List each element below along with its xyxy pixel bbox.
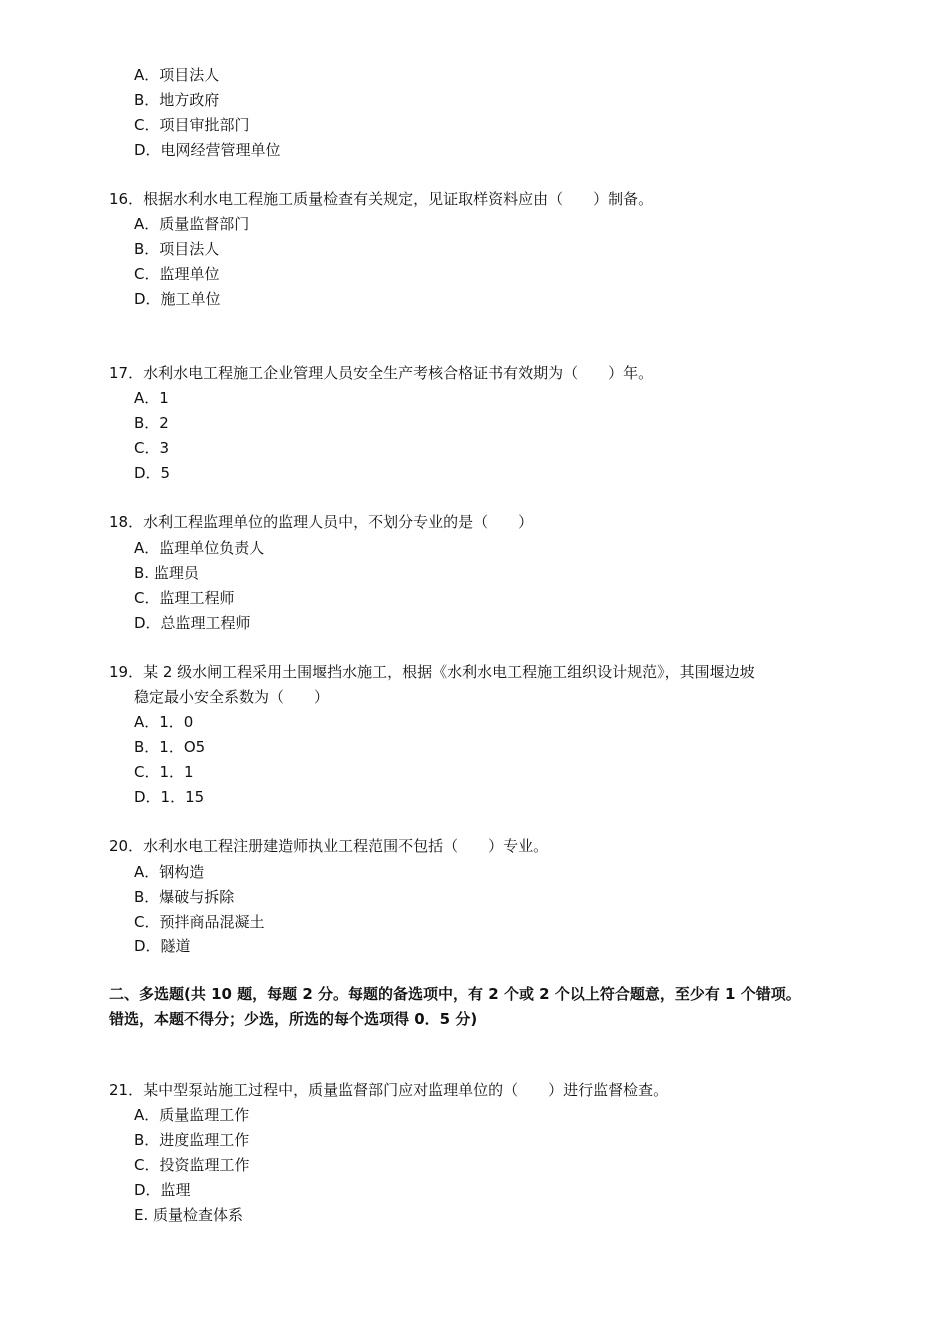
- q18-option-c: C．监理工程师: [134, 589, 235, 607]
- q17-option-d: D．5: [134, 464, 171, 482]
- q19-option-a: A．1．0: [134, 713, 194, 731]
- q17-option-b: B．2: [134, 414, 169, 432]
- section2-heading-line1: 二、多选题(共 10 题，每题 2 分。每题的备选项中，有 2 个或 2 个以上符合题意，至少有 1 个错项。: [109, 985, 801, 1003]
- q18-option-b: B. 监理员: [134, 564, 199, 582]
- q19-stem-line1: 19．某 2 级水闸工程采用土围堰挡水施工，根据《水利水电工程施工组织设计规范》，其围堰边坡: [109, 663, 755, 681]
- q16-option-b: B．项目法人: [134, 240, 220, 258]
- q16-option-d: D．施工单位: [134, 290, 221, 308]
- q19-option-c: C．1．1: [134, 763, 194, 781]
- q16-stem: 16．根据水利水电工程施工质量检查有关规定，见证取样资料应由（ ）制备。: [109, 190, 654, 208]
- q17-stem: 17．水利水电工程施工企业管理人员安全生产考核合格证书有效期为（ ）年。: [109, 364, 654, 382]
- q19-option-b: B．1．O5: [134, 738, 206, 756]
- q15-option-c: C．项目审批部门: [134, 116, 250, 134]
- q21-option-b: B．进度监理工作: [134, 1131, 250, 1149]
- q15-option-a: A．项目法人: [134, 66, 220, 84]
- q21-option-a: A．质量监理工作: [134, 1106, 250, 1124]
- q18-option-d: D．总监理工程师: [134, 614, 251, 632]
- q20-stem: 20．水利水电工程注册建造师执业工程范围不包括（ ）专业。: [109, 837, 549, 855]
- section2-heading-line2: 错选，本题不得分；少选，所选的每个选项得 0．5 分): [109, 1010, 478, 1028]
- q18-stem: 18．水利工程监理单位的监理人员中，不划分专业的是（ ）: [109, 513, 534, 531]
- q20-option-c: C．预拌商品混凝土: [134, 913, 265, 931]
- q21-option-d: D．监理: [134, 1181, 191, 1199]
- q21-option-e: E. 质量检查体系: [134, 1206, 244, 1224]
- q20-option-d: D．隧道: [134, 937, 191, 955]
- q20-option-a: A．钢构造: [134, 863, 205, 881]
- q15-option-b: B．地方政府: [134, 91, 220, 109]
- q19-option-d: D．1．15: [134, 788, 205, 806]
- q20-option-b: B．爆破与拆除: [134, 888, 235, 906]
- q21-option-c: C．投资监理工作: [134, 1156, 250, 1174]
- q15-option-d: D．电网经营管理单位: [134, 141, 281, 159]
- q18-option-a: A．监理单位负责人: [134, 539, 265, 557]
- q16-option-c: C．监理单位: [134, 265, 220, 283]
- q17-option-a: A．1: [134, 389, 169, 407]
- q17-option-c: C．3: [134, 439, 170, 457]
- q21-stem: 21．某中型泵站施工过程中，质量监督部门应对监理单位的（ ）进行监督检查。: [109, 1081, 669, 1099]
- q19-stem-line2: 稳定最小安全系数为（ ）: [134, 688, 330, 706]
- q16-option-a: A．质量监督部门: [134, 215, 250, 233]
